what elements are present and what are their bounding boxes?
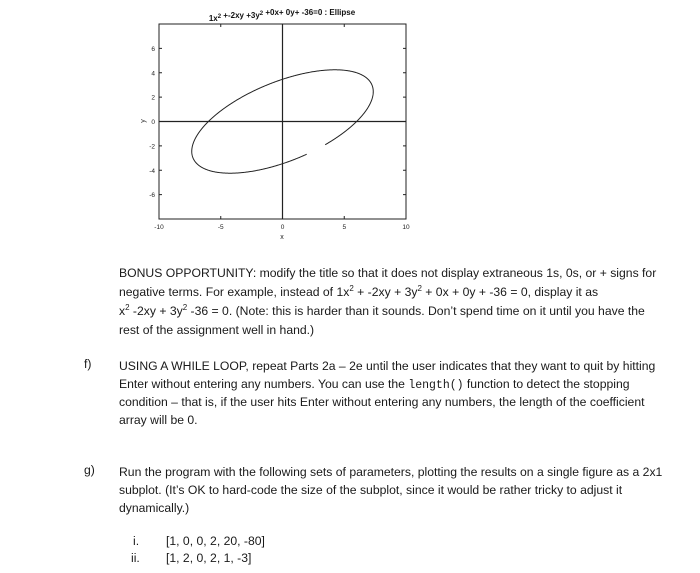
parameter-set: [1, 0, 0, 2, 20, -80] — [166, 534, 265, 548]
code-length: length() — [408, 379, 464, 392]
superscript: 2 — [349, 283, 354, 293]
item-f-text: function to detect the stopping — [463, 377, 630, 391]
bonus-line-1: BONUS OPPORTUNITY: modify the title so that it does not display extraneous 1s, 0s, or + signs for — [119, 266, 657, 280]
bonus-line-4: rest of the assignment well in hand.) — [119, 323, 315, 337]
x-tick-label: 0 — [280, 224, 285, 231]
item-g-line-1: Run the program with the following sets of parameters, plotting the results on a single figure as a 2x1 — [119, 465, 663, 479]
y-tick-label: 6 — [151, 45, 155, 53]
sub-item-marker: i. — [133, 534, 140, 548]
item-g-line-3: dynamically.) — [119, 501, 190, 515]
item-f-line-2 — [119, 375, 630, 395]
item-f-label: f) — [84, 357, 92, 371]
bonus-line-3 — [119, 302, 645, 320]
x-tick-label: -10 — [154, 224, 164, 231]
y-axis-label: y — [140, 119, 147, 123]
x-tick-label: 10 — [402, 224, 410, 231]
sub-item-marker: ii. — [131, 551, 140, 565]
item-g-label: g) — [84, 463, 95, 477]
bonus-text: + 0x + 0y + -36 = 0, display it as — [421, 285, 599, 299]
item-g-line-2: subplot. (It’s OK to hard-code the size of the subplot, since it would be rather tricky to adjust it — [119, 483, 623, 497]
item-f-text: Enter without entering any numbers. You can use the — [119, 377, 409, 391]
y-tick-label: 4 — [151, 70, 155, 78]
item-f-line-3: condition – that is, if the user hits Enter without entering any numbers, the length of the coefficient — [119, 395, 645, 409]
bonus-text: -2xy + 3y — [129, 304, 183, 318]
x-tick-label: 5 — [342, 224, 347, 231]
bonus-text: -36 = 0. (Note: this is harder than it sounds. Don’t spend time on it until you have the — [187, 304, 645, 318]
x-axis-label: x — [280, 234, 284, 240]
y-tick-label: 2 — [151, 94, 155, 102]
ellipse-plot — [0, 0, 700, 240]
bonus-text: + -2xy + 3y — [353, 285, 418, 299]
superscript: 2 — [125, 302, 130, 312]
y-tick-label: -4 — [149, 167, 155, 175]
plot-title: $1x^2 +-2xy +3y^2 +0x+ 0y+ -36=0$ : Ellipse — [208, 8, 356, 23]
bonus-text: x — [119, 304, 126, 318]
bonus-line-2 — [119, 283, 598, 301]
parameter-set: [1, 2, 0, 2, 1, -3] — [166, 551, 252, 565]
superscript: 2 — [417, 283, 422, 293]
y-tick-label: 0 — [151, 119, 155, 126]
bonus-text: negative terms. For example, instead of 1x — [119, 285, 350, 299]
y-tick-label: -6 — [149, 192, 155, 200]
item-f-line-4: array will be 0. — [119, 413, 198, 427]
y-tick-label: -2 — [149, 143, 155, 151]
x-tick-label: -5 — [217, 224, 224, 231]
superscript: 2 — [182, 302, 188, 312]
item-f-line-1: USING A WHILE LOOP, repeat Parts 2a – 2e until the user indicates that they want to quit by hitting — [119, 359, 656, 373]
